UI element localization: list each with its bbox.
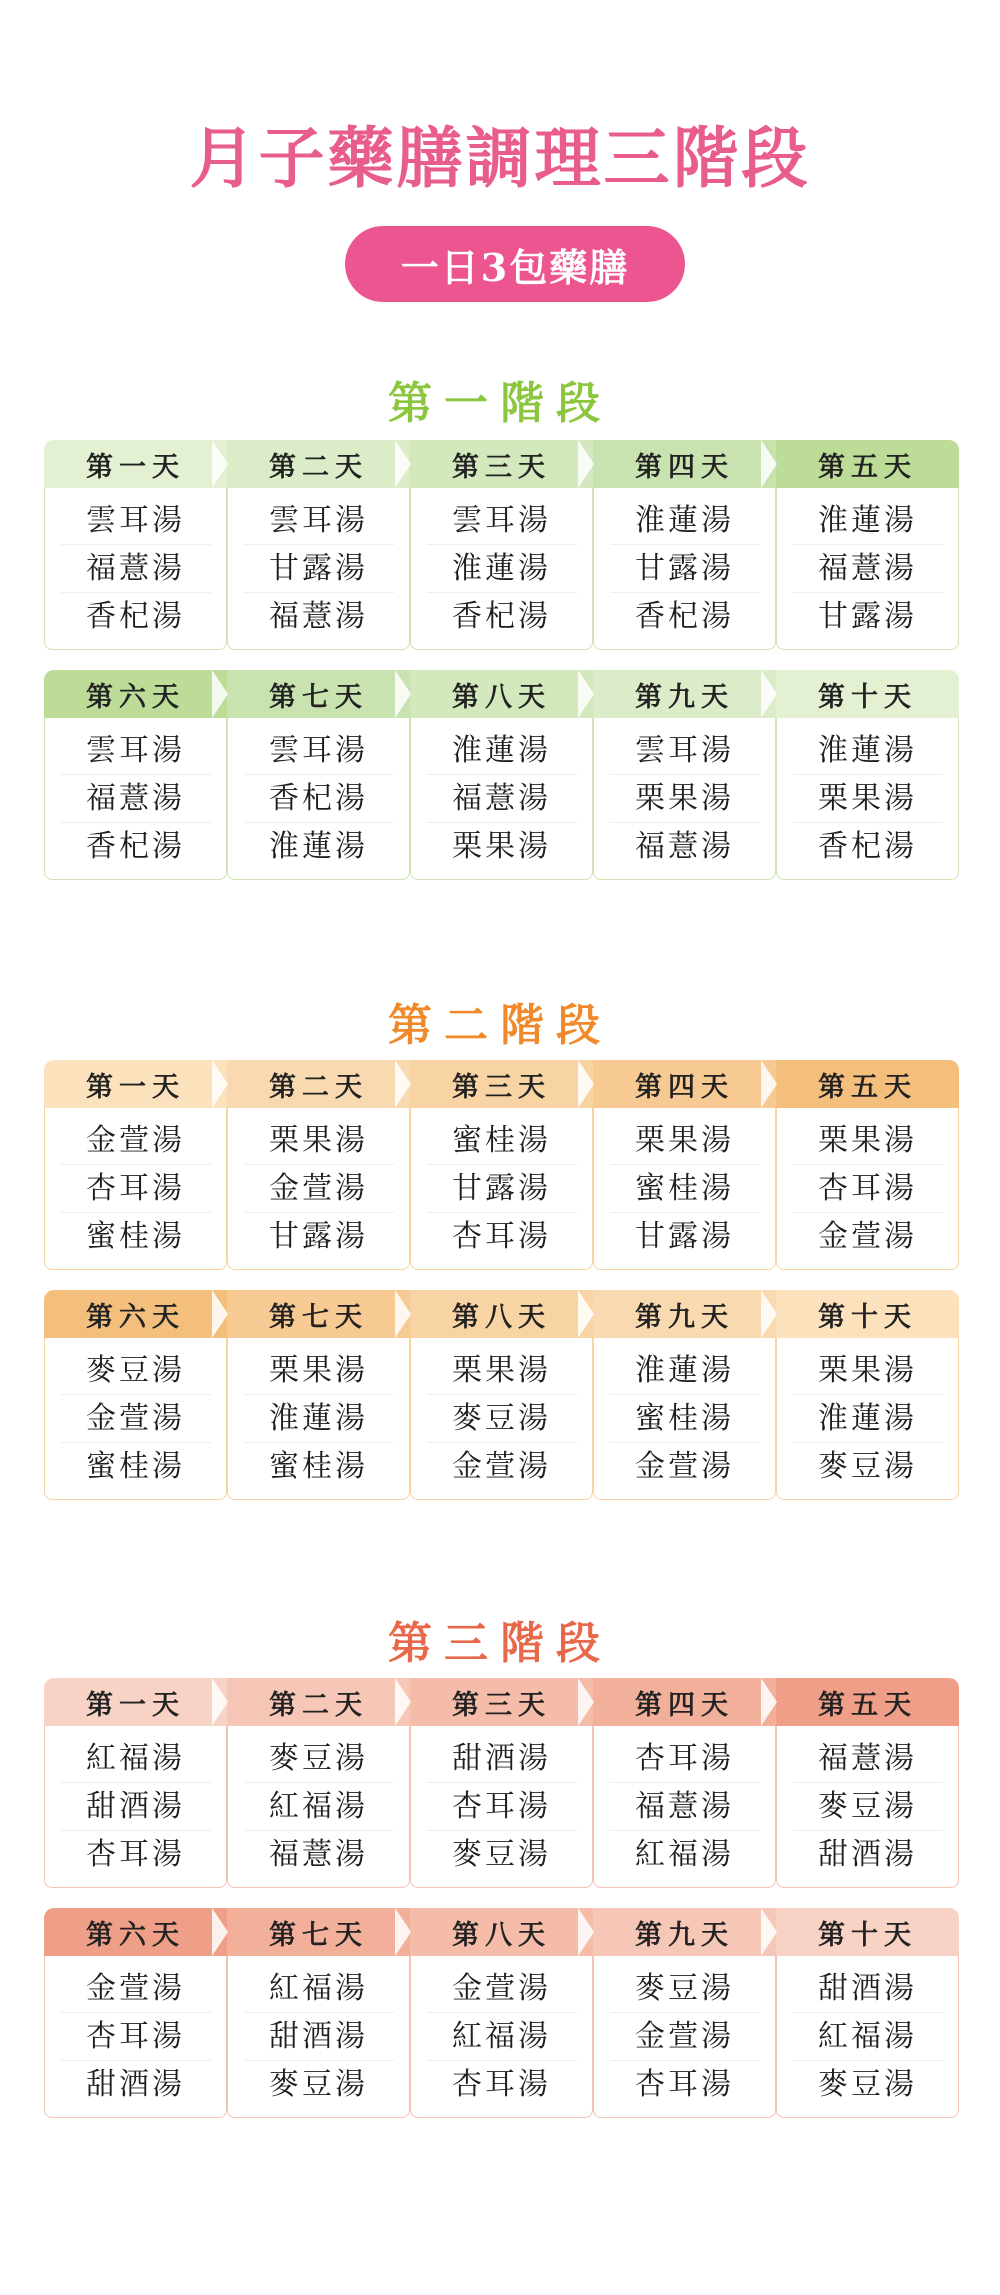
soup-item: 麥豆湯 (452, 1837, 551, 1872)
schedule-row (44, 1908, 959, 2136)
chevron-right-icon (212, 1678, 228, 1726)
soup-item: 淮蓮湯 (793, 497, 943, 545)
soup-item: 淮蓮湯 (793, 1395, 943, 1443)
soup-item: 雲耳湯 (244, 727, 394, 775)
day-columns (44, 1108, 959, 1270)
day-column (44, 1956, 227, 2118)
subtitle-badge: 一日3包藥膳 (345, 226, 685, 302)
soup-item: 栗果湯 (610, 775, 760, 823)
day-label: 第九天 (635, 1919, 734, 1951)
soup-item: 甘露湯 (244, 545, 394, 593)
day-label: 第六天 (86, 1301, 185, 1333)
soup-item: 淮蓮湯 (269, 829, 368, 864)
day-header (410, 1678, 593, 1726)
soup-item: 杏耳湯 (452, 1219, 551, 1254)
day-column (776, 1108, 959, 1270)
soup-item: 甜酒湯 (427, 1735, 577, 1783)
soup-item: 雲耳湯 (427, 497, 577, 545)
day-column (776, 1338, 959, 1500)
soup-item: 杏耳湯 (86, 1837, 185, 1872)
day-label: 第一天 (86, 1071, 185, 1103)
soup-item: 甘露湯 (269, 1219, 368, 1254)
day-header (410, 1060, 593, 1108)
day-column (44, 1726, 227, 1888)
day-column (593, 1956, 776, 2118)
day-column (227, 1956, 410, 2118)
soup-item: 淮蓮湯 (793, 727, 943, 775)
soup-item: 金萱湯 (244, 1165, 394, 1213)
day-header-bar (44, 440, 959, 488)
soup-item: 杏耳湯 (635, 2067, 734, 2102)
day-column (44, 488, 227, 650)
day-column (776, 488, 959, 650)
day-label: 第五天 (818, 1689, 917, 1721)
chevron-right-icon (395, 1060, 411, 1108)
day-header (410, 1908, 593, 1956)
soup-item: 栗果湯 (244, 1117, 394, 1165)
soup-item: 麥豆湯 (818, 1449, 917, 1484)
day-label: 第三天 (452, 451, 551, 483)
soup-item: 甜酒湯 (86, 2067, 185, 2102)
day-column (593, 488, 776, 650)
day-label: 第四天 (635, 1071, 734, 1103)
day-column (410, 488, 593, 650)
day-label: 第九天 (635, 1301, 734, 1333)
soup-item: 甜酒湯 (818, 1837, 917, 1872)
soup-item: 淮蓮湯 (610, 497, 760, 545)
soup-item: 紅福湯 (244, 1965, 394, 2013)
day-label: 第三天 (452, 1071, 551, 1103)
day-label: 第二天 (269, 451, 368, 483)
day-label: 第二天 (269, 1689, 368, 1721)
day-column (410, 1726, 593, 1888)
day-header (410, 1290, 593, 1338)
day-label: 第八天 (452, 1301, 551, 1333)
chevron-right-icon (578, 1678, 594, 1726)
day-header (776, 1908, 959, 1956)
soup-item: 福薏湯 (427, 775, 577, 823)
soup-item: 蜜桂湯 (427, 1117, 577, 1165)
day-header-bar (44, 1290, 959, 1338)
soup-item: 甜酒湯 (793, 1965, 943, 2013)
chevron-right-icon (578, 1060, 594, 1108)
day-header (776, 1290, 959, 1338)
soup-item: 栗果湯 (610, 1117, 760, 1165)
schedule-row (44, 1060, 959, 1288)
chevron-right-icon (761, 440, 777, 488)
day-columns (44, 1726, 959, 1888)
soup-item: 栗果湯 (793, 1117, 943, 1165)
chevron-right-icon (578, 1290, 594, 1338)
soup-item: 淮蓮湯 (610, 1347, 760, 1395)
soup-item: 甜酒湯 (61, 1783, 211, 1831)
stage-heading: 第二階段 (388, 1000, 612, 1051)
chevron-right-icon (212, 1060, 228, 1108)
schedule-row (44, 440, 959, 668)
day-header-bar (44, 670, 959, 718)
soup-item: 甜酒湯 (244, 2013, 394, 2061)
soup-item: 香杞湯 (818, 829, 917, 864)
day-column (410, 1338, 593, 1500)
day-header (227, 1908, 410, 1956)
chevron-right-icon (212, 1290, 228, 1338)
day-label: 第七天 (269, 1301, 368, 1333)
chevron-right-icon (761, 1678, 777, 1726)
day-header (593, 670, 776, 718)
day-column (776, 718, 959, 880)
day-label: 第一天 (86, 1689, 185, 1721)
day-label: 第八天 (452, 681, 551, 713)
schedule-row (44, 1290, 959, 1518)
soup-item: 金萱湯 (61, 1117, 211, 1165)
soup-item: 雲耳湯 (610, 727, 760, 775)
schedule-row (44, 1678, 959, 1906)
soup-item: 金萱湯 (61, 1395, 211, 1443)
day-header (44, 670, 227, 718)
soup-item: 紅福湯 (61, 1735, 211, 1783)
stage-heading: 第三階段 (388, 1618, 612, 1669)
soup-item: 雲耳湯 (244, 497, 394, 545)
soup-item: 杏耳湯 (610, 1735, 760, 1783)
soup-item: 金萱湯 (427, 1965, 577, 2013)
soup-item: 香杞湯 (244, 775, 394, 823)
soup-item: 麥豆湯 (61, 1347, 211, 1395)
day-label: 第四天 (635, 1689, 734, 1721)
day-header (776, 1060, 959, 1108)
day-header (227, 1678, 410, 1726)
chevron-right-icon (578, 1908, 594, 1956)
soup-item: 甘露湯 (427, 1165, 577, 1213)
soup-item: 福薏湯 (61, 775, 211, 823)
soup-item: 雲耳湯 (61, 497, 211, 545)
day-header (776, 440, 959, 488)
day-header (593, 1290, 776, 1338)
day-label: 第十天 (818, 1301, 917, 1333)
day-header-bar (44, 1678, 959, 1726)
soup-item: 淮蓮湯 (244, 1395, 394, 1443)
stage-heading: 第一階段 (388, 378, 612, 429)
soup-item: 福薏湯 (610, 1783, 760, 1831)
day-label: 第六天 (86, 1919, 185, 1951)
soup-item: 甘露湯 (610, 545, 760, 593)
soup-item: 麥豆湯 (818, 2067, 917, 2102)
day-column (44, 718, 227, 880)
soup-item: 蜜桂湯 (86, 1449, 185, 1484)
day-column (776, 1956, 959, 2118)
day-columns (44, 718, 959, 880)
chevron-right-icon (212, 1908, 228, 1956)
soup-item: 香杞湯 (635, 599, 734, 634)
soup-item: 麥豆湯 (793, 1783, 943, 1831)
soup-item: 福薏湯 (61, 545, 211, 593)
day-label: 第九天 (635, 681, 734, 713)
soup-item: 福薏湯 (635, 829, 734, 864)
day-column (227, 1338, 410, 1500)
chevron-right-icon (395, 1290, 411, 1338)
day-header (44, 1060, 227, 1108)
soup-item: 麥豆湯 (427, 1395, 577, 1443)
chevron-right-icon (212, 440, 228, 488)
day-header (776, 670, 959, 718)
soup-item: 金萱湯 (61, 1965, 211, 2013)
day-column (593, 718, 776, 880)
chevron-right-icon (761, 670, 777, 718)
soup-item: 香杞湯 (86, 829, 185, 864)
day-header (44, 440, 227, 488)
day-header-bar (44, 1908, 959, 1956)
day-column (593, 1726, 776, 1888)
day-header (410, 440, 593, 488)
day-label: 第八天 (452, 1919, 551, 1951)
soup-item: 栗果湯 (244, 1347, 394, 1395)
day-column (227, 1726, 410, 1888)
chevron-right-icon (395, 670, 411, 718)
day-header (593, 1678, 776, 1726)
soup-item: 福薏湯 (793, 545, 943, 593)
soup-item: 紅福湯 (427, 2013, 577, 2061)
soup-item: 蜜桂湯 (610, 1395, 760, 1443)
day-label: 第七天 (269, 1919, 368, 1951)
soup-item: 淮蓮湯 (427, 545, 577, 593)
soup-item: 栗果湯 (452, 829, 551, 864)
day-columns (44, 1338, 959, 1500)
chevron-right-icon (761, 1060, 777, 1108)
soup-item: 福薏湯 (793, 1735, 943, 1783)
chevron-right-icon (578, 670, 594, 718)
soup-item: 麥豆湯 (269, 2067, 368, 2102)
day-header (593, 1060, 776, 1108)
soup-item: 紅福湯 (793, 2013, 943, 2061)
schedule-row (44, 670, 959, 898)
soup-item: 金萱湯 (635, 1449, 734, 1484)
soup-item: 香杞湯 (86, 599, 185, 634)
day-column (410, 1956, 593, 2118)
soup-item: 杏耳湯 (793, 1165, 943, 1213)
day-header (410, 670, 593, 718)
soup-item: 杏耳湯 (61, 1165, 211, 1213)
day-column (593, 1338, 776, 1500)
chevron-right-icon (761, 1290, 777, 1338)
day-label: 第二天 (269, 1071, 368, 1103)
soup-item: 甘露湯 (635, 1219, 734, 1254)
day-label: 第十天 (818, 1919, 917, 1951)
soup-item: 金萱湯 (452, 1449, 551, 1484)
soup-item: 麥豆湯 (610, 1965, 760, 2013)
soup-item: 福薏湯 (269, 1837, 368, 1872)
day-column (593, 1108, 776, 1270)
day-columns (44, 488, 959, 650)
day-column (44, 1338, 227, 1500)
day-header (776, 1678, 959, 1726)
soup-item: 紅福湯 (244, 1783, 394, 1831)
soup-item: 淮蓮湯 (427, 727, 577, 775)
day-label: 第十天 (818, 681, 917, 713)
day-header (227, 670, 410, 718)
day-label: 第五天 (818, 451, 917, 483)
day-header-bar (44, 1060, 959, 1108)
day-column (227, 1108, 410, 1270)
soup-item: 福薏湯 (269, 599, 368, 634)
day-header (593, 440, 776, 488)
day-column (410, 718, 593, 880)
soup-item: 金萱湯 (610, 2013, 760, 2061)
day-header (44, 1908, 227, 1956)
day-column (227, 718, 410, 880)
day-label: 第五天 (818, 1071, 917, 1103)
chevron-right-icon (395, 1908, 411, 1956)
soup-item: 香杞湯 (452, 599, 551, 634)
soup-item: 蜜桂湯 (610, 1165, 760, 1213)
chevron-right-icon (395, 1678, 411, 1726)
day-header (44, 1290, 227, 1338)
soup-item: 杏耳湯 (61, 2013, 211, 2061)
soup-item: 紅福湯 (635, 1837, 734, 1872)
day-label: 第四天 (635, 451, 734, 483)
day-label: 第三天 (452, 1689, 551, 1721)
chevron-right-icon (395, 440, 411, 488)
chevron-right-icon (578, 440, 594, 488)
soup-item: 栗果湯 (427, 1347, 577, 1395)
day-label: 第一天 (86, 451, 185, 483)
day-column (44, 1108, 227, 1270)
day-header (227, 440, 410, 488)
day-label: 第六天 (86, 681, 185, 713)
soup-item: 杏耳湯 (427, 1783, 577, 1831)
day-column (227, 488, 410, 650)
soup-item: 杏耳湯 (452, 2067, 551, 2102)
soup-item: 栗果湯 (793, 1347, 943, 1395)
soup-item: 金萱湯 (818, 1219, 917, 1254)
chevron-right-icon (212, 670, 228, 718)
soup-item: 雲耳湯 (61, 727, 211, 775)
day-label: 第七天 (269, 681, 368, 713)
soup-item: 栗果湯 (793, 775, 943, 823)
day-header (227, 1060, 410, 1108)
day-header (593, 1908, 776, 1956)
day-header (227, 1290, 410, 1338)
day-column (776, 1726, 959, 1888)
day-columns (44, 1956, 959, 2118)
soup-item: 麥豆湯 (244, 1735, 394, 1783)
soup-item: 甘露湯 (818, 599, 917, 634)
page-title: 月子藥膳調理三階段 (189, 119, 811, 197)
day-column (410, 1108, 593, 1270)
chevron-right-icon (761, 1908, 777, 1956)
soup-item: 蜜桂湯 (269, 1449, 368, 1484)
soup-item: 蜜桂湯 (86, 1219, 185, 1254)
day-header (44, 1678, 227, 1726)
